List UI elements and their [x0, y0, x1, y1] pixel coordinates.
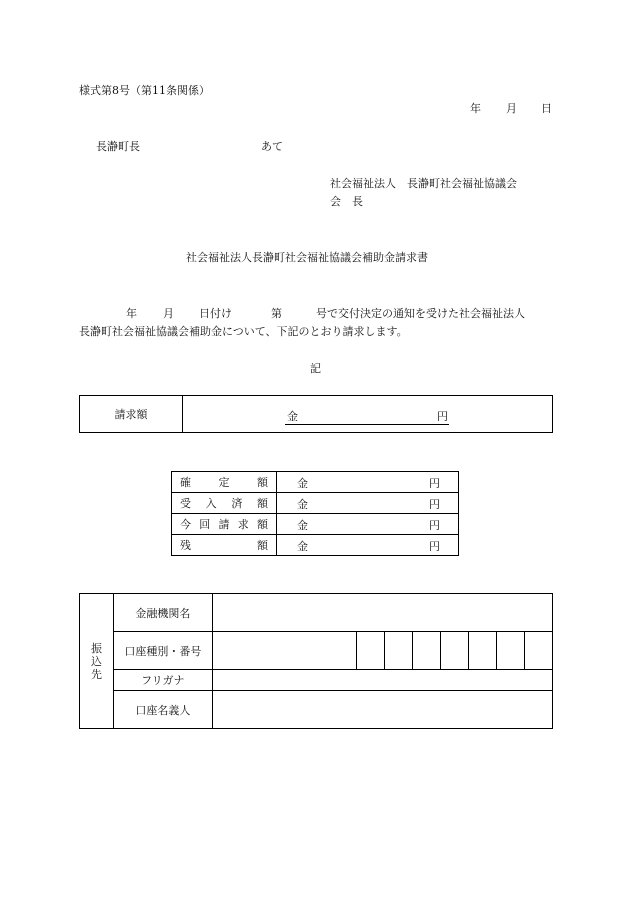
- account-digit-2[interactable]: [385, 632, 413, 670]
- body-line2: 長瀞町社会福祉協議会補助金について、下記のとおり請求します。: [79, 325, 408, 338]
- table-row: [172, 514, 459, 535]
- sender-title: 会 長: [330, 195, 363, 208]
- table-row: [172, 472, 459, 493]
- amounts-table: [171, 471, 459, 556]
- addressee-suffix: あて: [261, 140, 283, 153]
- body-line1-rest: 号で交付決定の通知を受けた社会福祉法人: [316, 307, 525, 320]
- bank-account-label: 口座種別・番号: [113, 632, 212, 670]
- account-digit-5[interactable]: [469, 632, 497, 670]
- bank-furigana-field[interactable]: [212, 670, 552, 691]
- account-digit-1[interactable]: [357, 632, 385, 670]
- account-digit-4[interactable]: [441, 632, 469, 670]
- table-row: [80, 632, 553, 670]
- request-yen: 円: [437, 410, 448, 423]
- bank-holder-field[interactable]: [212, 691, 552, 729]
- date-year: 年: [470, 102, 481, 115]
- table-row: [80, 691, 553, 729]
- body-month: 月: [163, 307, 174, 320]
- amount-label-confirmed: 確 定 額: [172, 472, 277, 493]
- document-title: 社会福祉法人長瀞町社会福祉協議会補助金請求書: [186, 251, 428, 264]
- bank-transfer-table: [79, 593, 553, 729]
- amount-label-received: 受 入 済 額: [172, 493, 277, 514]
- account-digit-3[interactable]: [413, 632, 441, 670]
- table-row: [172, 535, 459, 556]
- body-dai: 第: [271, 307, 282, 320]
- body-day: 日付け: [199, 307, 232, 320]
- account-digit-7[interactable]: [524, 632, 552, 670]
- form-number: 様式第8号（第11条関係）: [79, 84, 210, 97]
- ki-mark: 記: [310, 362, 321, 375]
- table-row: [80, 670, 553, 691]
- amount-label-balance: 残 額: [172, 535, 277, 556]
- bank-furigana-label: フリガナ: [113, 670, 212, 691]
- bank-side-label: 振込先: [80, 594, 114, 729]
- bank-holder-label: 口座名義人: [113, 691, 212, 729]
- bank-account-type-field[interactable]: [212, 632, 357, 670]
- account-digit-6[interactable]: [497, 632, 525, 670]
- table-row: [172, 493, 459, 514]
- bank-institution-field[interactable]: [212, 594, 552, 632]
- addressee-name: 長瀞町長: [96, 140, 140, 153]
- bank-institution-label: 金融機関名: [113, 594, 212, 632]
- amount-value-received[interactable]: 金 円: [277, 493, 459, 514]
- amount-label-current: 今 回 請 求 額: [172, 514, 277, 535]
- amount-value-current[interactable]: 金 円: [277, 514, 459, 535]
- request-amount-underline[interactable]: [285, 424, 449, 425]
- date-month: 月: [506, 102, 517, 115]
- amount-value-balance[interactable]: 金 円: [277, 535, 459, 556]
- request-amount-label: 請求額: [80, 396, 183, 432]
- amount-value-confirmed[interactable]: 金 円: [277, 472, 459, 493]
- sender-organization: 社会福祉法人 長瀞町社会福祉協議会: [330, 177, 517, 190]
- date-day: 日: [541, 102, 552, 115]
- request-amount-box: [79, 395, 553, 433]
- body-year: 年: [126, 307, 137, 320]
- table-row: [80, 594, 553, 632]
- request-kin: 金: [287, 410, 298, 423]
